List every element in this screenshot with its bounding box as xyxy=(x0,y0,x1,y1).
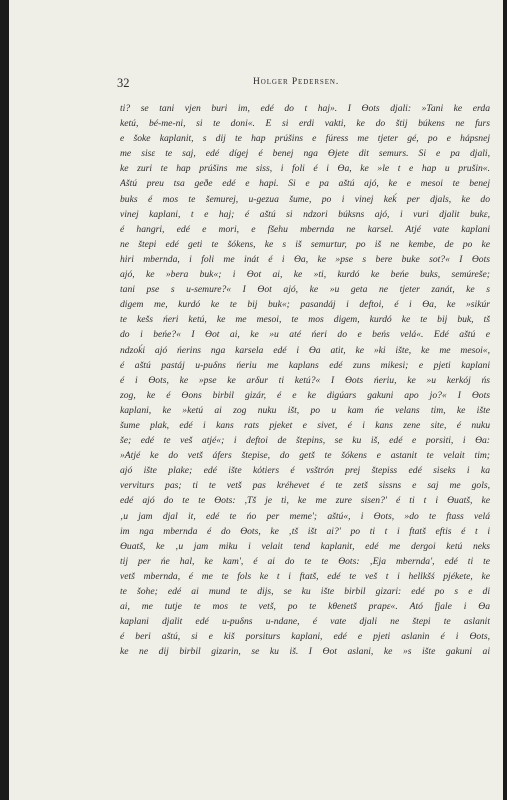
running-title: Holger Pedersen. xyxy=(253,77,340,87)
text-line: digem me, kurdó ke te bij buk«; pasandáj i deftoi, é i Ɵa, ke »sikúr xyxy=(120,299,490,311)
text-line: do i beńe?« I Ɵot ai, ke »u até ńeri do e beńs velá«. Edé aštú e xyxy=(120,329,490,341)
text-line: vinej kaplani, t e haj; é aštú si ndzori búksns ajó, i vuri djalit bukε, xyxy=(120,208,490,220)
text-line: Aštú preu tsa geðe edé e hapi. Si e pa aštú ajó, ke e mesoi te benej xyxy=(120,178,490,190)
text-line: ke zuri te hap prúšins me siss, i foli é i Ɵa, ke »le t e hap u prušin«. xyxy=(120,163,490,175)
text-line: še; edé te veš atjé«; i deftoi de štepins, se ku iš, edé e porsiti, i Ɵa: xyxy=(120,435,490,447)
text-line: ai, me tutje te mos te vetš, po te kθenetš prapε«. Ató fjale i Ɵa xyxy=(120,601,490,613)
text-line: šume plak, edé i kans rats pjeket e sivet, é i kans zene site, é nuku xyxy=(120,419,490,431)
page-number: 32 xyxy=(117,76,130,90)
text-line: Ɵuatš, ke ‚u jam miku i velait tend kaplanit, edé me dergoi ketú neks xyxy=(120,540,490,552)
text-line: ‚u jam djal it, edé te ńo per meme'; aštú«, i Ɵots, »do te ftass velá xyxy=(120,510,490,522)
text-line: im nga mbernda é do Ɵots, ke ‚tš išt ai?' po ti t i ftatš eftis é t i xyxy=(120,525,490,537)
text-line: vetš mbernda, é me te fols ke t i ftatš, edé te veš t i hellkšś pjékete, ke xyxy=(120,570,490,582)
text-line: tani pse s u-semure?« I Ɵot ajó, ke »u geta ne tjeter zanát, ke s xyxy=(120,284,490,296)
text-line: ti? se tani vjen buri im, edé do t haj». I Ɵots djali: »Tani ke erda xyxy=(120,103,490,114)
text-line: edé ajó do te te Ɵots: ,Tš je ti, ke me zure sisen?' é ti t i Ɵuatš, ke xyxy=(120,495,490,507)
text-line: zog, ke é Ɵons birbil gizár, é e ke digúars gakuni apo jo?« I Ɵots xyxy=(120,389,490,401)
text-line: é hangri, edé e mori, e fšehu mbernda ne karsel. Atjé vate kaplani xyxy=(120,223,490,235)
text-line: ketú, bé-me-ni, si te doni«. E si erdi vakti, ke do štij búkens ne furs xyxy=(120,118,490,130)
text-line: te kešs ńeri ketú, ke me mesoi, te mos digem, kurdó ke te bij buk, tš xyxy=(120,314,490,326)
text-line: ajó, ke »bera buk«; i Ɵot ai, ke »ti, kurdó ke beńe buks, semúreše; xyxy=(120,269,490,281)
text-line: é i Ɵots, ke »pse ke arδur ti ketú?« I Ɵots ńeriu, ke »u kerkój ńs xyxy=(120,374,490,386)
text-line: é aštú pastáj u-puδns ńeriu me kaplans edé zuns mikesi; e pjeti kaplani xyxy=(120,359,490,371)
text-line: hiri mbernda, i foli me inát é i Ɵa, ke »pse s bere buke sot?« I Ɵots xyxy=(120,253,490,265)
text-line: ndzoḱi ajó ńerins nga karsela edé i Ɵa atit, ke »ki ište, ke me mesoi«, xyxy=(120,344,490,356)
text-line: kaplani, ke »ketú ai zog nuku išt, po u kam ńe velans tim, ke ište xyxy=(120,404,490,416)
text-line: é beri aštú, si e kiš porsiturs kaplani, edé e pjeti aslanin é i Ɵots, xyxy=(120,631,490,643)
text-line: ajó ište plake; edé ište kόtiers é vsštrón prej štepiss edé siseks i ka xyxy=(120,465,490,477)
text-line: e šoke kaplanit, s dij te hap prúšins e fúress me tjeter gé, po e hápsnej xyxy=(120,133,490,145)
text-line: kaplani djalit edé u-puδns u-ndane, é vate djali ne štepi te aslanit xyxy=(120,616,490,628)
text-line: verviturs pas; ti te vetš pas kréhevet é te zetš sissns e saj me gols, xyxy=(120,480,490,492)
book-page xyxy=(9,0,503,800)
text-line: ne štepi edé geti te šókens, ke s iš semurtur, po iš ne kembe, de po ke xyxy=(120,238,490,250)
text-line: te šohe; edé ai mund te dijs, se ku ište birbil gizari: edé po s e di xyxy=(120,586,490,597)
text-line: tij per ńe hal, ke kam', é ai do te te Ɵots: ‚Eja mbernda', edé ti te xyxy=(120,555,490,567)
text-line: me sisε te saj, edé dígej é benej nga Ɵjete dit semurs. Si e pa djali, xyxy=(120,148,490,160)
text-line: »Atjé ke do vetš áfers štepise, do getš te šókens e astanit te velait tim; xyxy=(120,450,490,462)
body-text xyxy=(120,101,490,659)
text-line: buks é mos te šemurej, u-gezua šume, po i vinej keḱ per djals, ke do xyxy=(120,193,490,205)
text-line: ke ne dij birbil gizarin, se ku iš. I Ɵot aslani, ke »s ište gakuni ai xyxy=(120,646,490,658)
